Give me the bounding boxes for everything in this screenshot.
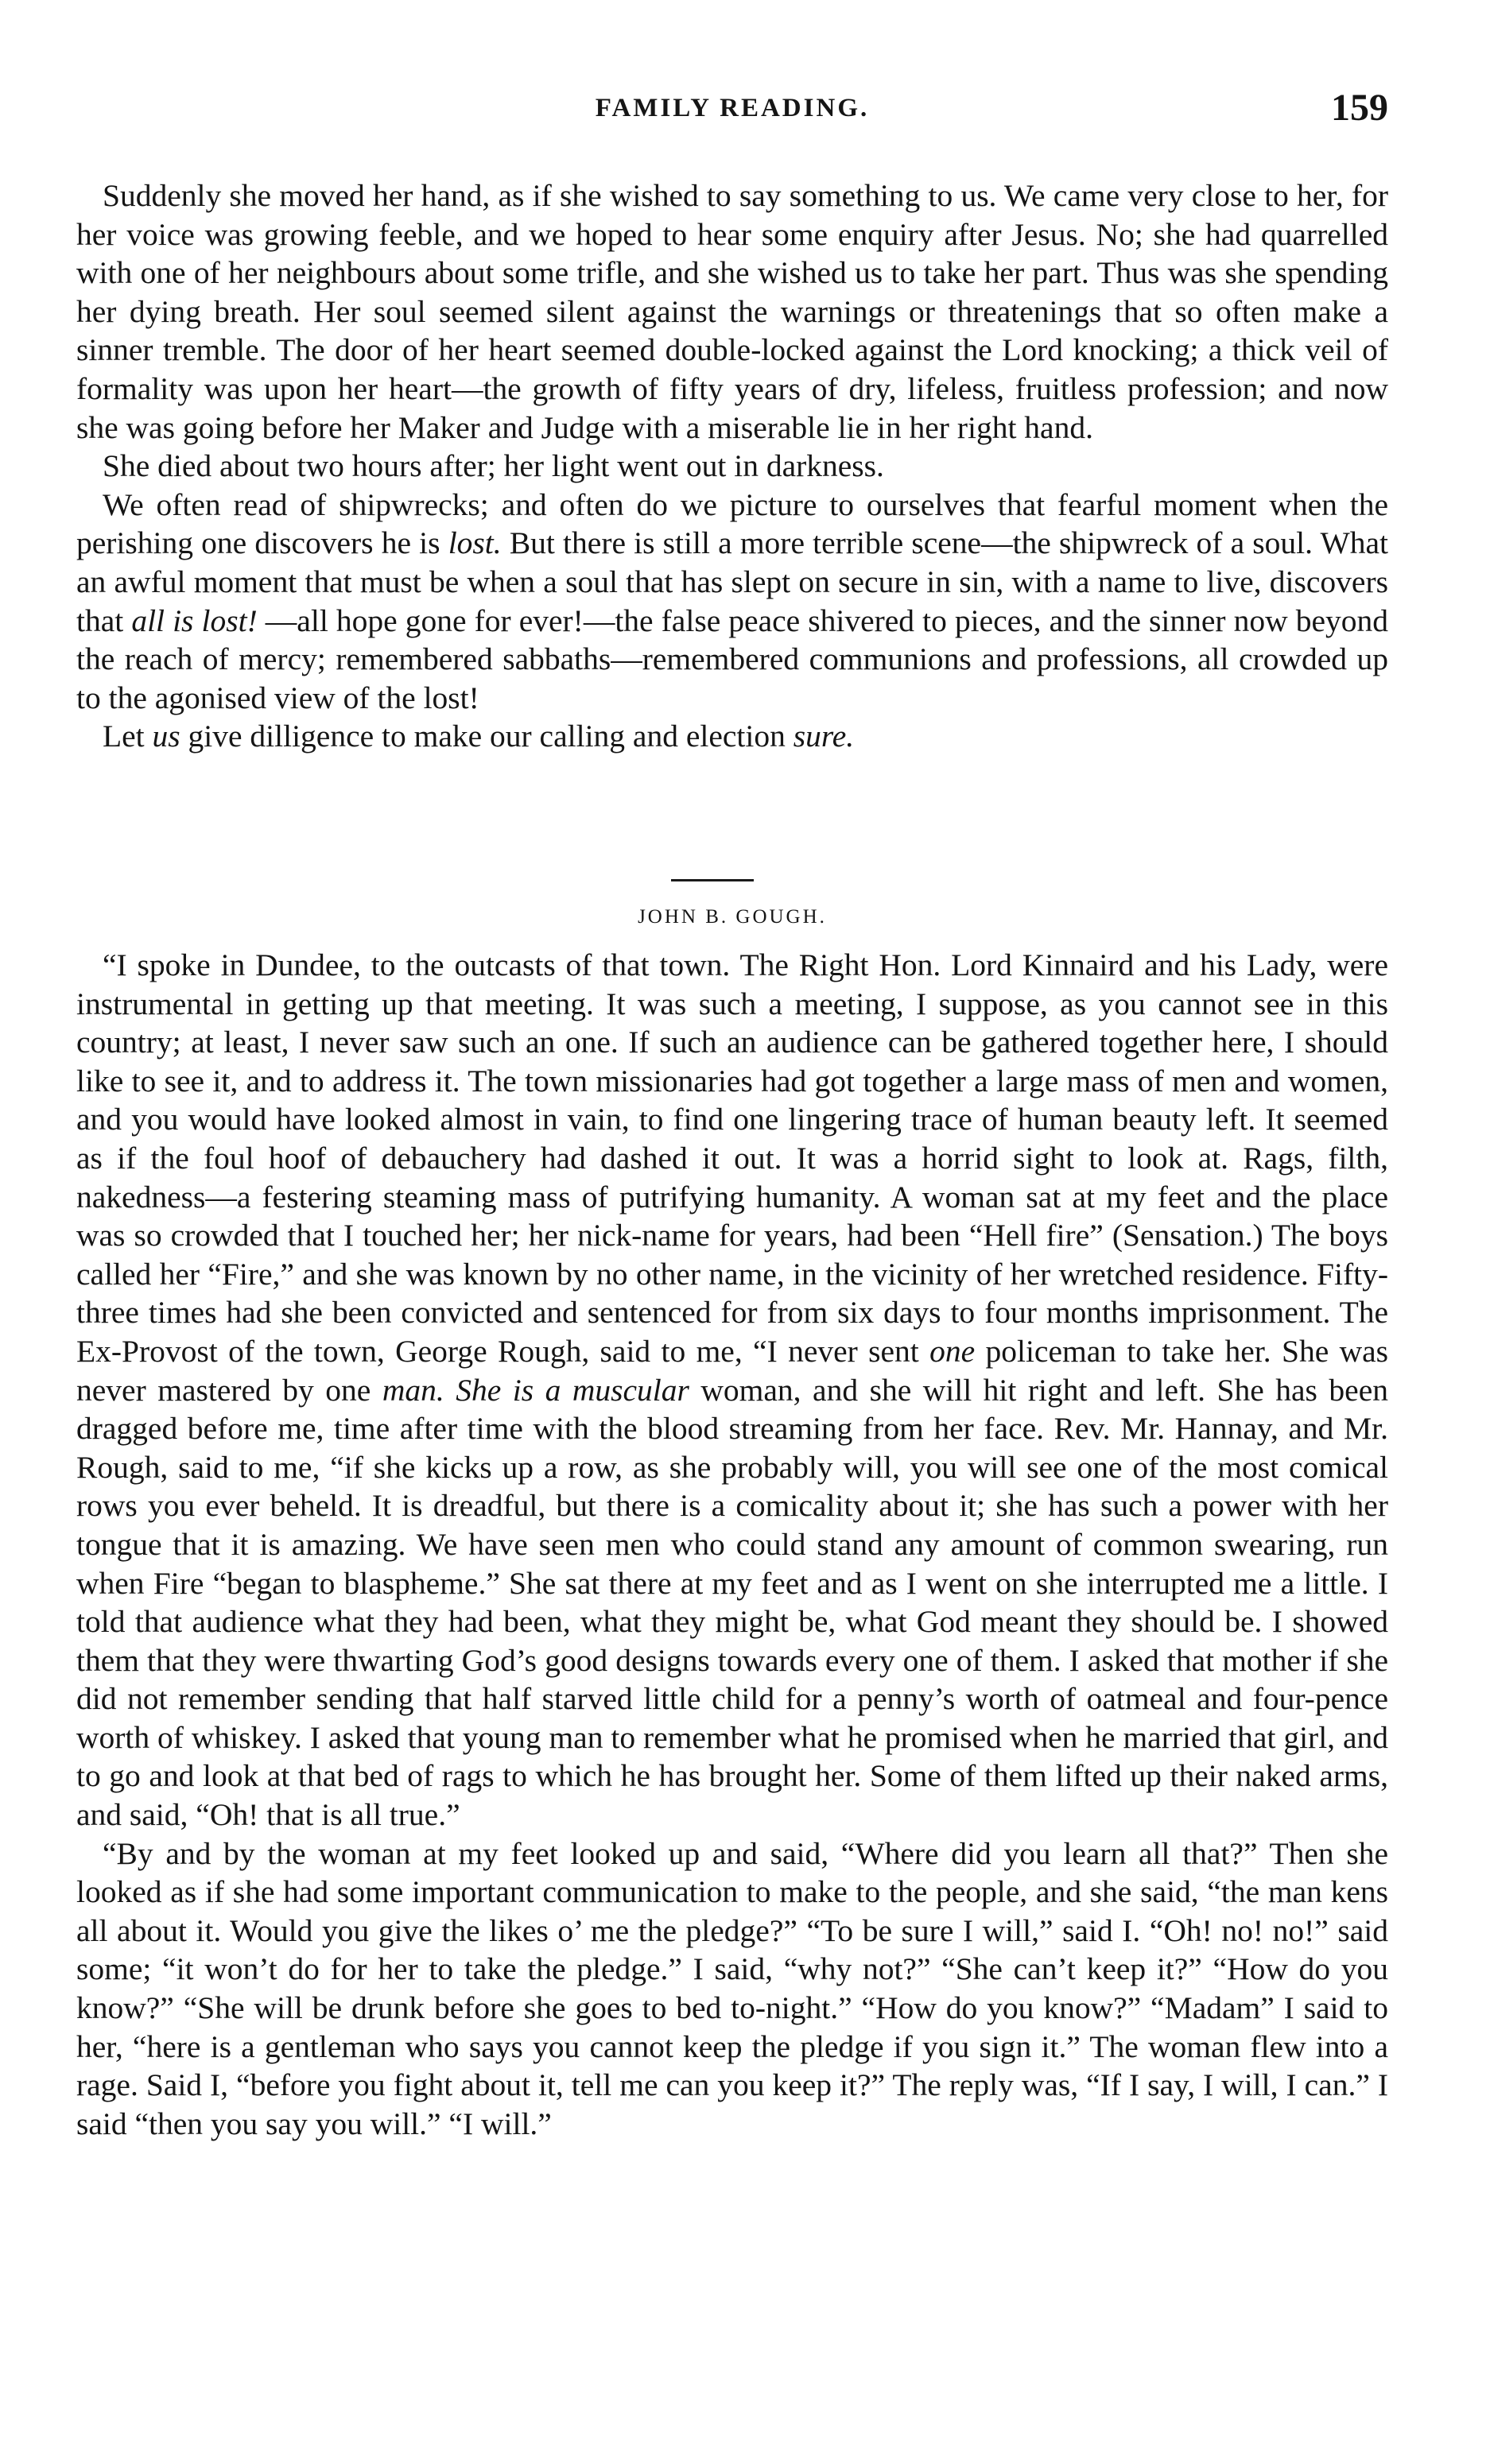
- italic-text: sure.: [793, 719, 855, 754]
- paragraph-dying-woman: Suddenly she moved her hand, as if she wished to say something to us. We came very close to her, for her voice was growing feeble, and we hoped to hear some enquiry after Jesus. No; she had quarrelled with one of her neighbours about some trifle, and she wished us to take her part. Thus was she spending her dying breath. Her soul seemed silent against the warnings or threatenings that so often make a sinner tremble. The door of her heart seemed double-locked against the Lord knocking; a thick veil of formality was upon her heart—the growth of fifty years of dry, lifeless, fruitless profession; and now she was going before her Maker and Judge with a miserable lie in her right hand.: [76, 178, 1388, 445]
- text-run: —all hope gone for ever!—the false peace shivered to pieces, and the sinner now beyond the reach of mercy; remembered sabbaths—remembered communions and professions, all crowded up to the agonised view of the lost!: [76, 602, 1388, 715]
- italic-text: all is lost!: [131, 602, 258, 638]
- text-run: Let: [103, 719, 153, 754]
- paragraph-dundee-meeting: [76, 946, 1388, 1834]
- section-divider: [671, 879, 754, 881]
- text-run: But there is still a more terrible scene—the shipwreck of a soul. What an awful moment that must be when a soul that has slept on secure in sin, with a name to live, discovers that: [76, 525, 1388, 638]
- italic-text: us: [152, 719, 180, 754]
- paragraph-the-pledge: “By and by the woman at my feet looked up and said, “Where did you learn all that?” Then she looked as if she had some important communication to make to the people, and she said, “the man kens all about it. Would you give the likes o’ me the pledge?” “To be sure I will,” said I. “Oh! no! no!” said some; “it won’t do for her to take the pledge.” I said, “why not?” “She can’t keep it?” “How do you know?” “She will be drunk before she goes to bed to-night.” “How do you know?” “Madam” I said to her, “here is a gentleman who says you cannot keep the pledge if you sign it.” The woman flew into a rage. Said I, “before you fight about it, tell me can you keep it?” The reply was, “If I say, I will, I can.” I said “then you say you will.” “I will.”: [76, 1835, 1388, 2141]
- text-run: policeman to take her. She was never mastered by one: [76, 1333, 1388, 1408]
- text-run: woman, and she will hit right and left. She has been dragged before me, time after time with the blood streaming from her face. Rev. Mr. Hannay, and Mr. Rough, said to me, “if she kicks up a row, as she probably will, you will see one of the most comical rows you ever beheld. It is dreadful, but there is a comicality about it; she has such a power with her tongue that it is amazing. We have seen men who could stand any amount of common swearing, run when Fire “began to blaspheme.” She sat there at my feet and as I went on she interrupted me a little. I told that audience what they had been, what they might be, what God meant they should be. I showed them that they were thwarting God’s good designs towards every one of them. I asked that mother if she did not remember sending that half starved little child for a penny’s worth of oatmeal and four-pence worth of whiskey. I asked that young man to remember what he promised when he married that girl, and to go and look at that bed of rags to which he has brought her. Some of them lifted up their naked arms, and said, “Oh! that is all true.”: [76, 1372, 1388, 1833]
- running-title: FAMILY READING.: [595, 94, 870, 122]
- section-narrative: [76, 176, 1388, 756]
- section-gough: [76, 946, 1388, 2143]
- page-number: 159: [1331, 87, 1388, 129]
- italic-text: lost.: [448, 525, 502, 561]
- text-run: We often read of shipwrecks; and often do we picture to ourselves that fearful moment when the perishing one discovers he is: [76, 486, 1388, 561]
- paragraph-her-death: She died about two hours after; her light went out in darkness.: [103, 448, 884, 484]
- paragraph-exhortation: [76, 717, 1388, 756]
- italic-text: one: [929, 1333, 976, 1369]
- text-run: “I spoke in Dundee, to the outcasts of that town. The Right Hon. Lord Kinnaird and his Lady, were instrumental in getting up that meeting. It was such a meeting, I suppose, as you cannot see in this country; at least, I never saw such an one. If such an audience can be gathered together here, I should like to see it, and to address it. The town missionaries had got together a large mass of men and women, and you would have looked almost in vain, to find one lingering trace of human beauty left. It seemed as if the foul hoof of debauchery had dashed it out. It was a horrid sight to look at. Rags, filth, nakedness—a festering steaming mass of putrifying humanity. A woman sat at my feet and the place was so crowded that I touched her; her nick-name for years, had been “Hell fire” (Sensation.) The boys called her “Fire,” and she was known by no other name, in the vicinity of her wretched residence. Fifty-three times had she been convicted and sentenced for from six days to four months imprisonment. The Ex-Provost of the town, George Rough, said to me, “I never sent: [76, 947, 1388, 1369]
- italic-text: man. She is a muscular: [382, 1372, 689, 1408]
- text-run: give dilligence to make our calling and election: [180, 719, 794, 754]
- paragraph-shipwreck: [76, 486, 1388, 718]
- section-heading: JOHN B. GOUGH.: [638, 906, 827, 928]
- running-head: [76, 86, 1388, 134]
